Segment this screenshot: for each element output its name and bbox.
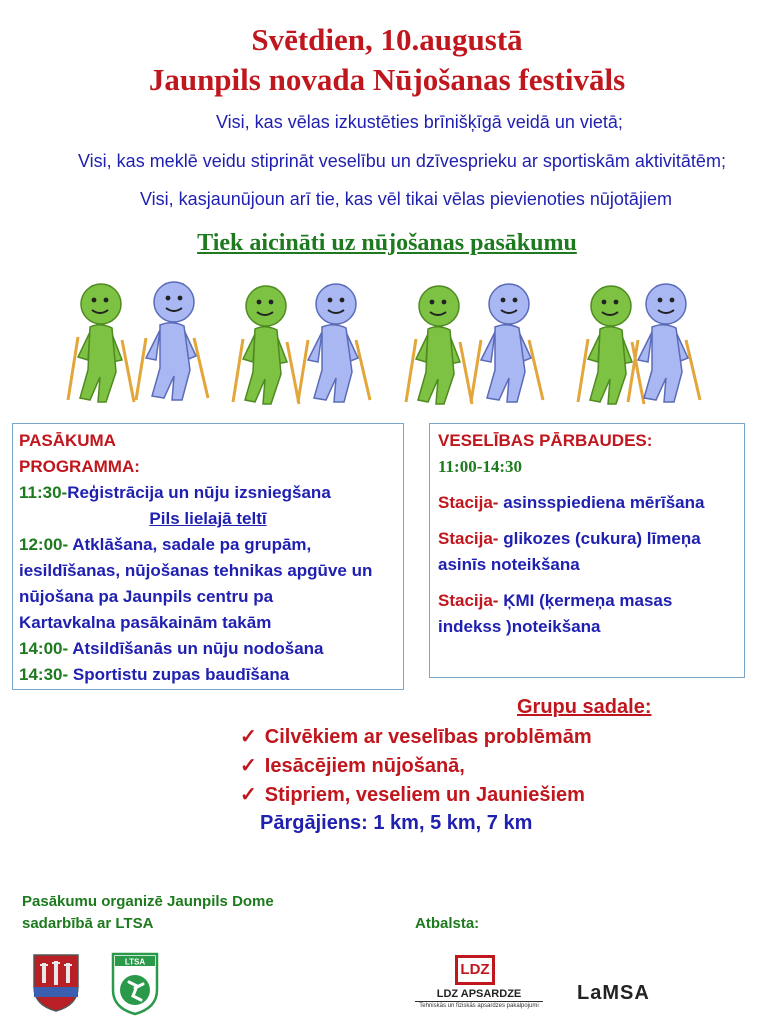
group-item-2 [240, 752, 465, 780]
support-label: Atbalsta: [415, 915, 480, 932]
station-2 [438, 526, 736, 552]
program-item-2 [19, 532, 397, 558]
station-2-line-2: asinīs noteikšana [438, 555, 580, 574]
hike-distances: Pārgājiens: 1 km, 5 km, 7 km [260, 812, 533, 834]
health-time: 11:00-14:30 [438, 457, 523, 476]
item-1-time: 11:30- [19, 483, 68, 502]
station-3-label: Stacija- [438, 591, 499, 610]
item-2-line-2: iesildīšanas, nūjošanas tehnikas apgūve un [19, 561, 373, 580]
item-1-text: Reģistrācija un nūju izsniegšana [67, 483, 331, 502]
item-2-line-1: Atklāšana, sadale pa grupām, [68, 535, 312, 554]
station-1-text: asinsspiediena mērīšana [498, 493, 705, 512]
group-item-3 [240, 781, 585, 809]
program-item-3 [19, 636, 397, 662]
item-2-line-3: nūjošana pa Jaunpils centru pa [19, 587, 274, 606]
station-1-label: Stacija- [438, 493, 499, 512]
ldz-apsardze-logo [415, 955, 543, 1015]
checkmark-icon: ✓ [240, 726, 257, 748]
ltsa-logo-icon [111, 952, 159, 1016]
station-3-line-2: indekss )noteikšana [438, 617, 601, 636]
program-item-4 [19, 662, 397, 688]
event-date-title: Svētdien, 10.augustā [251, 22, 523, 57]
ldz-tagline: Tehniskās un fiziskās apsardzes pakalpojumi [419, 1003, 539, 1009]
station-2-line-1: glikozes (cukura) līmeņa [498, 529, 701, 548]
intro-line-2: Visi, kas meklē veidu stiprināt veselību un dzīvesprieku ar sportiskām aktivitātēm; [78, 151, 726, 171]
station-1 [438, 490, 736, 516]
program-heading-1: PASĀKUMA [19, 431, 116, 450]
checkmark-icon: ✓ [240, 755, 257, 777]
health-box [429, 423, 745, 678]
health-heading: VESELĪBAS PĀRBAUDES: [438, 431, 653, 450]
program-heading-2: PROGRAMMA: [19, 457, 140, 476]
station-2-label: Stacija- [438, 529, 499, 548]
ldz-logo-icon: LDZ [455, 955, 495, 985]
item-4-time: 14:30- [19, 665, 69, 684]
ltsa-logo-text: LTSA [124, 957, 146, 967]
item-3-text: Atsildīšanās un nūju nodošana [68, 639, 324, 658]
item-4-text: Sportistu zupas baudīšana [68, 665, 290, 684]
checkmark-icon: ✓ [240, 784, 257, 806]
item-3-time: 14:00- [19, 639, 69, 658]
item-2-time: 12:00- [19, 535, 69, 554]
group-item-1 [240, 723, 592, 751]
ldz-name: LDZ APSARDZE [415, 987, 543, 1002]
jaunpils-coat-of-arms-icon [32, 953, 80, 1013]
festival-title: Jaunpils novada Nūjošanas festivāls [148, 62, 626, 97]
program-item-1 [19, 480, 397, 506]
organizer-line-2: sadarbībā ar LTSA [22, 915, 154, 932]
station-3-line-1: ĶMI (ķermeņa masas [498, 591, 673, 610]
program-box [12, 423, 404, 690]
intro-line-3: Visi, kasjaunūjoun arī tie, kas vēl tikai vēlas pievienoties nūjotājiem [140, 189, 672, 209]
group-item-2-text: Iesācējiem nūjošanā, [264, 755, 465, 777]
invitation-heading: Tiek aicināti uz nūjošanas pasākumu [197, 230, 577, 256]
walker-figures [60, 278, 710, 408]
groups-heading: Grupu sadale: [517, 696, 652, 718]
item-2-line-4: Kartavkalna pasākainām takām [19, 613, 272, 632]
intro-line-1: Visi, kas vēlas izkustēties brīnišķīgā veidā un vietā; [216, 112, 623, 132]
program-place: Pils lielajā teltī [149, 509, 267, 528]
group-item-1-text: Cilvēkiem ar veselības problēmām [264, 726, 592, 748]
station-3 [438, 588, 736, 614]
lamsa-logo-icon: LaMSA [577, 982, 650, 1004]
group-item-3-text: Stipriem, veseliem un Jauniešiem [264, 784, 585, 806]
organizer-line-1: Pasākumu organizē Jaunpils Dome [22, 893, 274, 910]
